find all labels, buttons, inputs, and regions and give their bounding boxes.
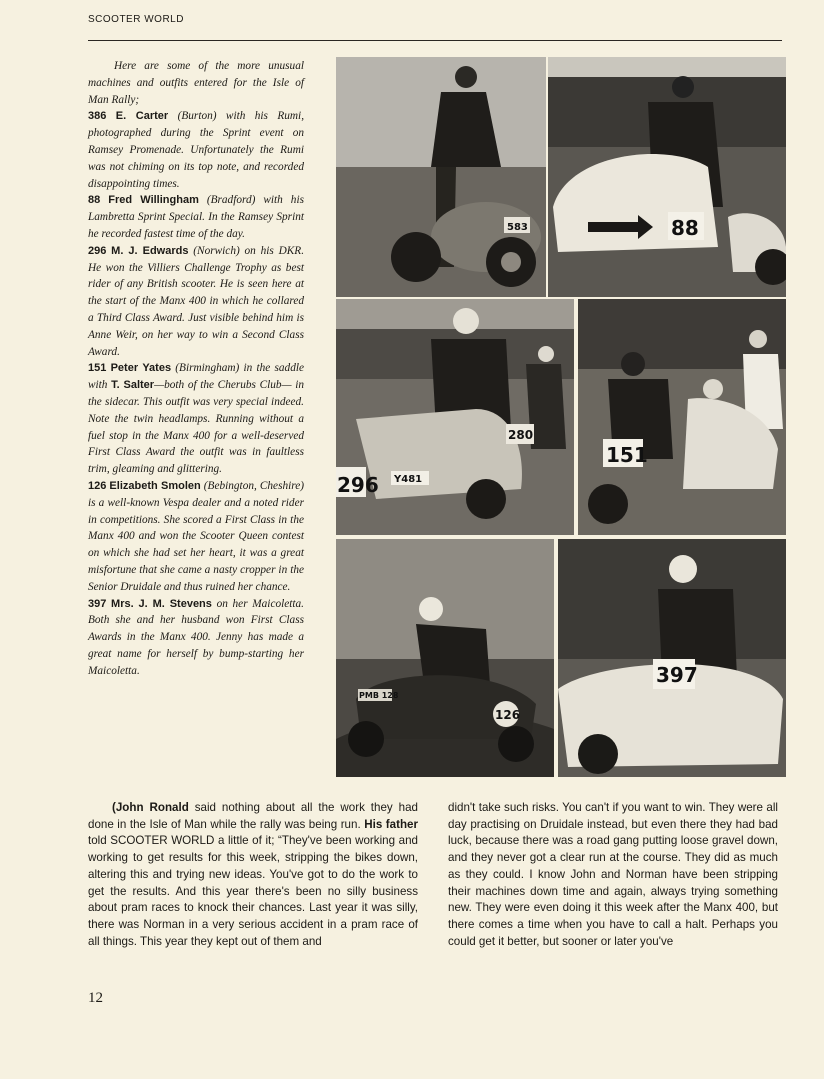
entry-name: Peter Yates: [110, 362, 172, 375]
caption-296: [88, 243, 304, 361]
article-lead-bold: (John Ronald: [112, 801, 189, 814]
entry-name: M. J. Edwards: [111, 244, 189, 257]
entry-name: Mrs. J. M. Stevens: [111, 597, 212, 610]
caption-386: [88, 108, 304, 192]
article-column-1: [88, 800, 418, 950]
article-text: told SCOOTER WORLD a little of it; “They've been working and working to get results for this week, stripping the bikes down, altering this and trying new ideas. You've got to do the work to get the results. And this year there's been no silly business about pram races to knock their chances. Last year it was silly, there was Norman in a very serious accident in a pram race of all things. This year they kept out of them and: [88, 834, 418, 948]
entry-text: (Norwich) on his DKR. He won the Villiers Challenge Trophy as best rider of any British scooter. He is seen here at the start of the Manx 400 in which he collared a Third Class Award. Just visible behind him is Anne Weir, on her way to win a Second Class Award.: [88, 244, 305, 358]
photo-stevens-maicoletta: [558, 539, 786, 777]
caption-151: [88, 360, 304, 478]
entry-text: (Bebington, Cheshire) is a well-known Vespa dealer and a noted rider in competitions. She scored a First Class in the Manx 400 and won the Scooter Queen contest on which she had set her heart, it was a great misfortune that she came a nasty cropper in the Senior Druidale and thus ruined her chance.: [88, 479, 305, 593]
header-rule: [88, 40, 782, 41]
caption-88: [88, 192, 304, 242]
entry-number: 151: [88, 362, 107, 375]
photo-captions: [88, 58, 304, 679]
entry-text: (Burton) with his Rumi, photographed during the Sprint event on Ramsey Promenade. Unfortunately the Rumi was not chiming on its top note, and recorded disappointing times.: [88, 110, 305, 190]
photo-edwards-dkr: [336, 299, 574, 535]
entry-text: (Bradford) with his Lambretta Sprint Special. In the Ramsey Sprint he recorded fastest time of the day.: [88, 194, 304, 240]
photo-carter-rumi: [336, 57, 546, 297]
plate-583: 583: [507, 222, 528, 233]
caption-397: [88, 596, 304, 680]
entry-text-second: —both of the Cherubs Club— in the sidecar. This outfit was very special indeed. Note the twin headlamps. Running without a fuel stop in the Manx 400 for a well-deserved First Class Award the outfit was in faultless trim, gleaming and glittering.: [88, 379, 304, 476]
entry-number: 386: [88, 110, 107, 123]
entry-name-second: T. Salter: [111, 379, 155, 392]
photo-smolen-vespa: [336, 539, 554, 777]
photo-yates-sidecar: [578, 299, 786, 535]
article-paragraph: didn't take such risks. You can't if you want to win. They were all day practising on Druidale instead, but even there they had bad luck, because there was a road gang putting loose gravel down, and they never got a clear run at the course. They did as much as they could. I know John and Norman have been stripping their machines down time and again, always trying something new. They were even doing it this week after the Manx 400, but there comes a time when you have to call a halt. Perhaps you could get it better, but sooner or later you've: [448, 801, 778, 948]
entry-text: on her Maicoletta. Both she and her husband won First Class Awards in the Manx 400. Jenny has made a great name for herself by bump-starting her Maicoletta.: [88, 597, 305, 677]
plate-88: 88: [671, 216, 699, 240]
entry-number: 397: [88, 597, 107, 610]
article-bold: His father: [364, 817, 418, 831]
photo-willingham-lambretta: [548, 57, 786, 297]
article-column-2: [448, 800, 778, 950]
plate-397: 397: [656, 663, 698, 687]
entry-name: Fred Willingham: [108, 194, 199, 207]
entry-number: 296: [88, 244, 107, 257]
plate-280: 280: [508, 428, 534, 442]
plate-y481: Y481: [394, 474, 423, 485]
plate-151: 151: [606, 443, 648, 467]
captions-intro: Here are some of the more unusual machines and outfits entered for the Isle of Man Rally;: [88, 60, 304, 106]
page-number: 12: [88, 990, 103, 1006]
entry-number: 88: [88, 194, 101, 207]
plate-296: 296: [337, 473, 379, 497]
caption-126: [88, 478, 304, 596]
article-text: said nothing about all the work they had done in the Isle of Man while the rally was being run.: [88, 801, 418, 831]
plate-126: 126: [495, 708, 521, 722]
entry-number: 126: [88, 479, 107, 492]
running-header: SCOOTER WORLD: [88, 14, 184, 25]
entry-name: E. Carter: [115, 110, 169, 123]
entry-name: Elizabeth Smolen: [109, 479, 201, 492]
entry-text: (Birmingham) in the saddle with: [88, 362, 305, 392]
plate-pmb128: PMB 128: [359, 691, 399, 700]
photo-collage: [336, 57, 786, 777]
article-paragraph: [88, 800, 418, 950]
